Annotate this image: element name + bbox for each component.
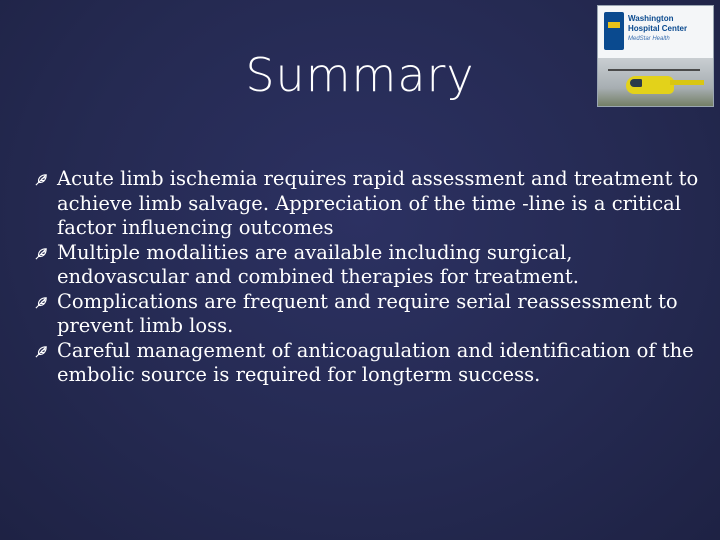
bullet-item — [34, 339, 704, 388]
bullet-item — [34, 167, 704, 241]
bullet-text: Complications are frequent and require serial reassessment to prevent limb loss. — [57, 289, 678, 337]
feather-bullet-icon — [34, 344, 49, 359]
logo-line-1: Washington — [628, 14, 674, 23]
logo-emblem-icon — [604, 12, 624, 50]
bullet-item — [34, 290, 704, 339]
bullet-item — [34, 241, 704, 290]
helicopter-tail — [670, 80, 704, 85]
feather-bullet-icon — [34, 172, 49, 187]
logo-text — [628, 14, 712, 44]
bullet-text: Multiple modalities are available including surgical, endovascular and combined therapies for treatment. — [57, 240, 579, 288]
bullet-text: Careful management of anticoagulation and identification of the embolic source is required for longterm success. — [57, 338, 694, 386]
helicopter-rotor — [608, 69, 700, 71]
bullet-list — [34, 167, 704, 388]
logo-line-3: MedStar Health — [628, 36, 670, 42]
helicopter-window — [630, 79, 642, 87]
logo-line-2: Hospital Center — [628, 24, 688, 33]
feather-bullet-icon — [34, 295, 49, 310]
feather-bullet-icon — [34, 246, 49, 261]
logo-header — [598, 6, 713, 58]
bullet-text: Acute limb ischemia requires rapid assessment and treatment to achieve limb salvage. Appreciation of the time -line is a critical factor influencing outcomes — [57, 167, 699, 239]
hospital-logo-image — [597, 5, 714, 107]
slide-title: Summary — [245, 48, 475, 102]
